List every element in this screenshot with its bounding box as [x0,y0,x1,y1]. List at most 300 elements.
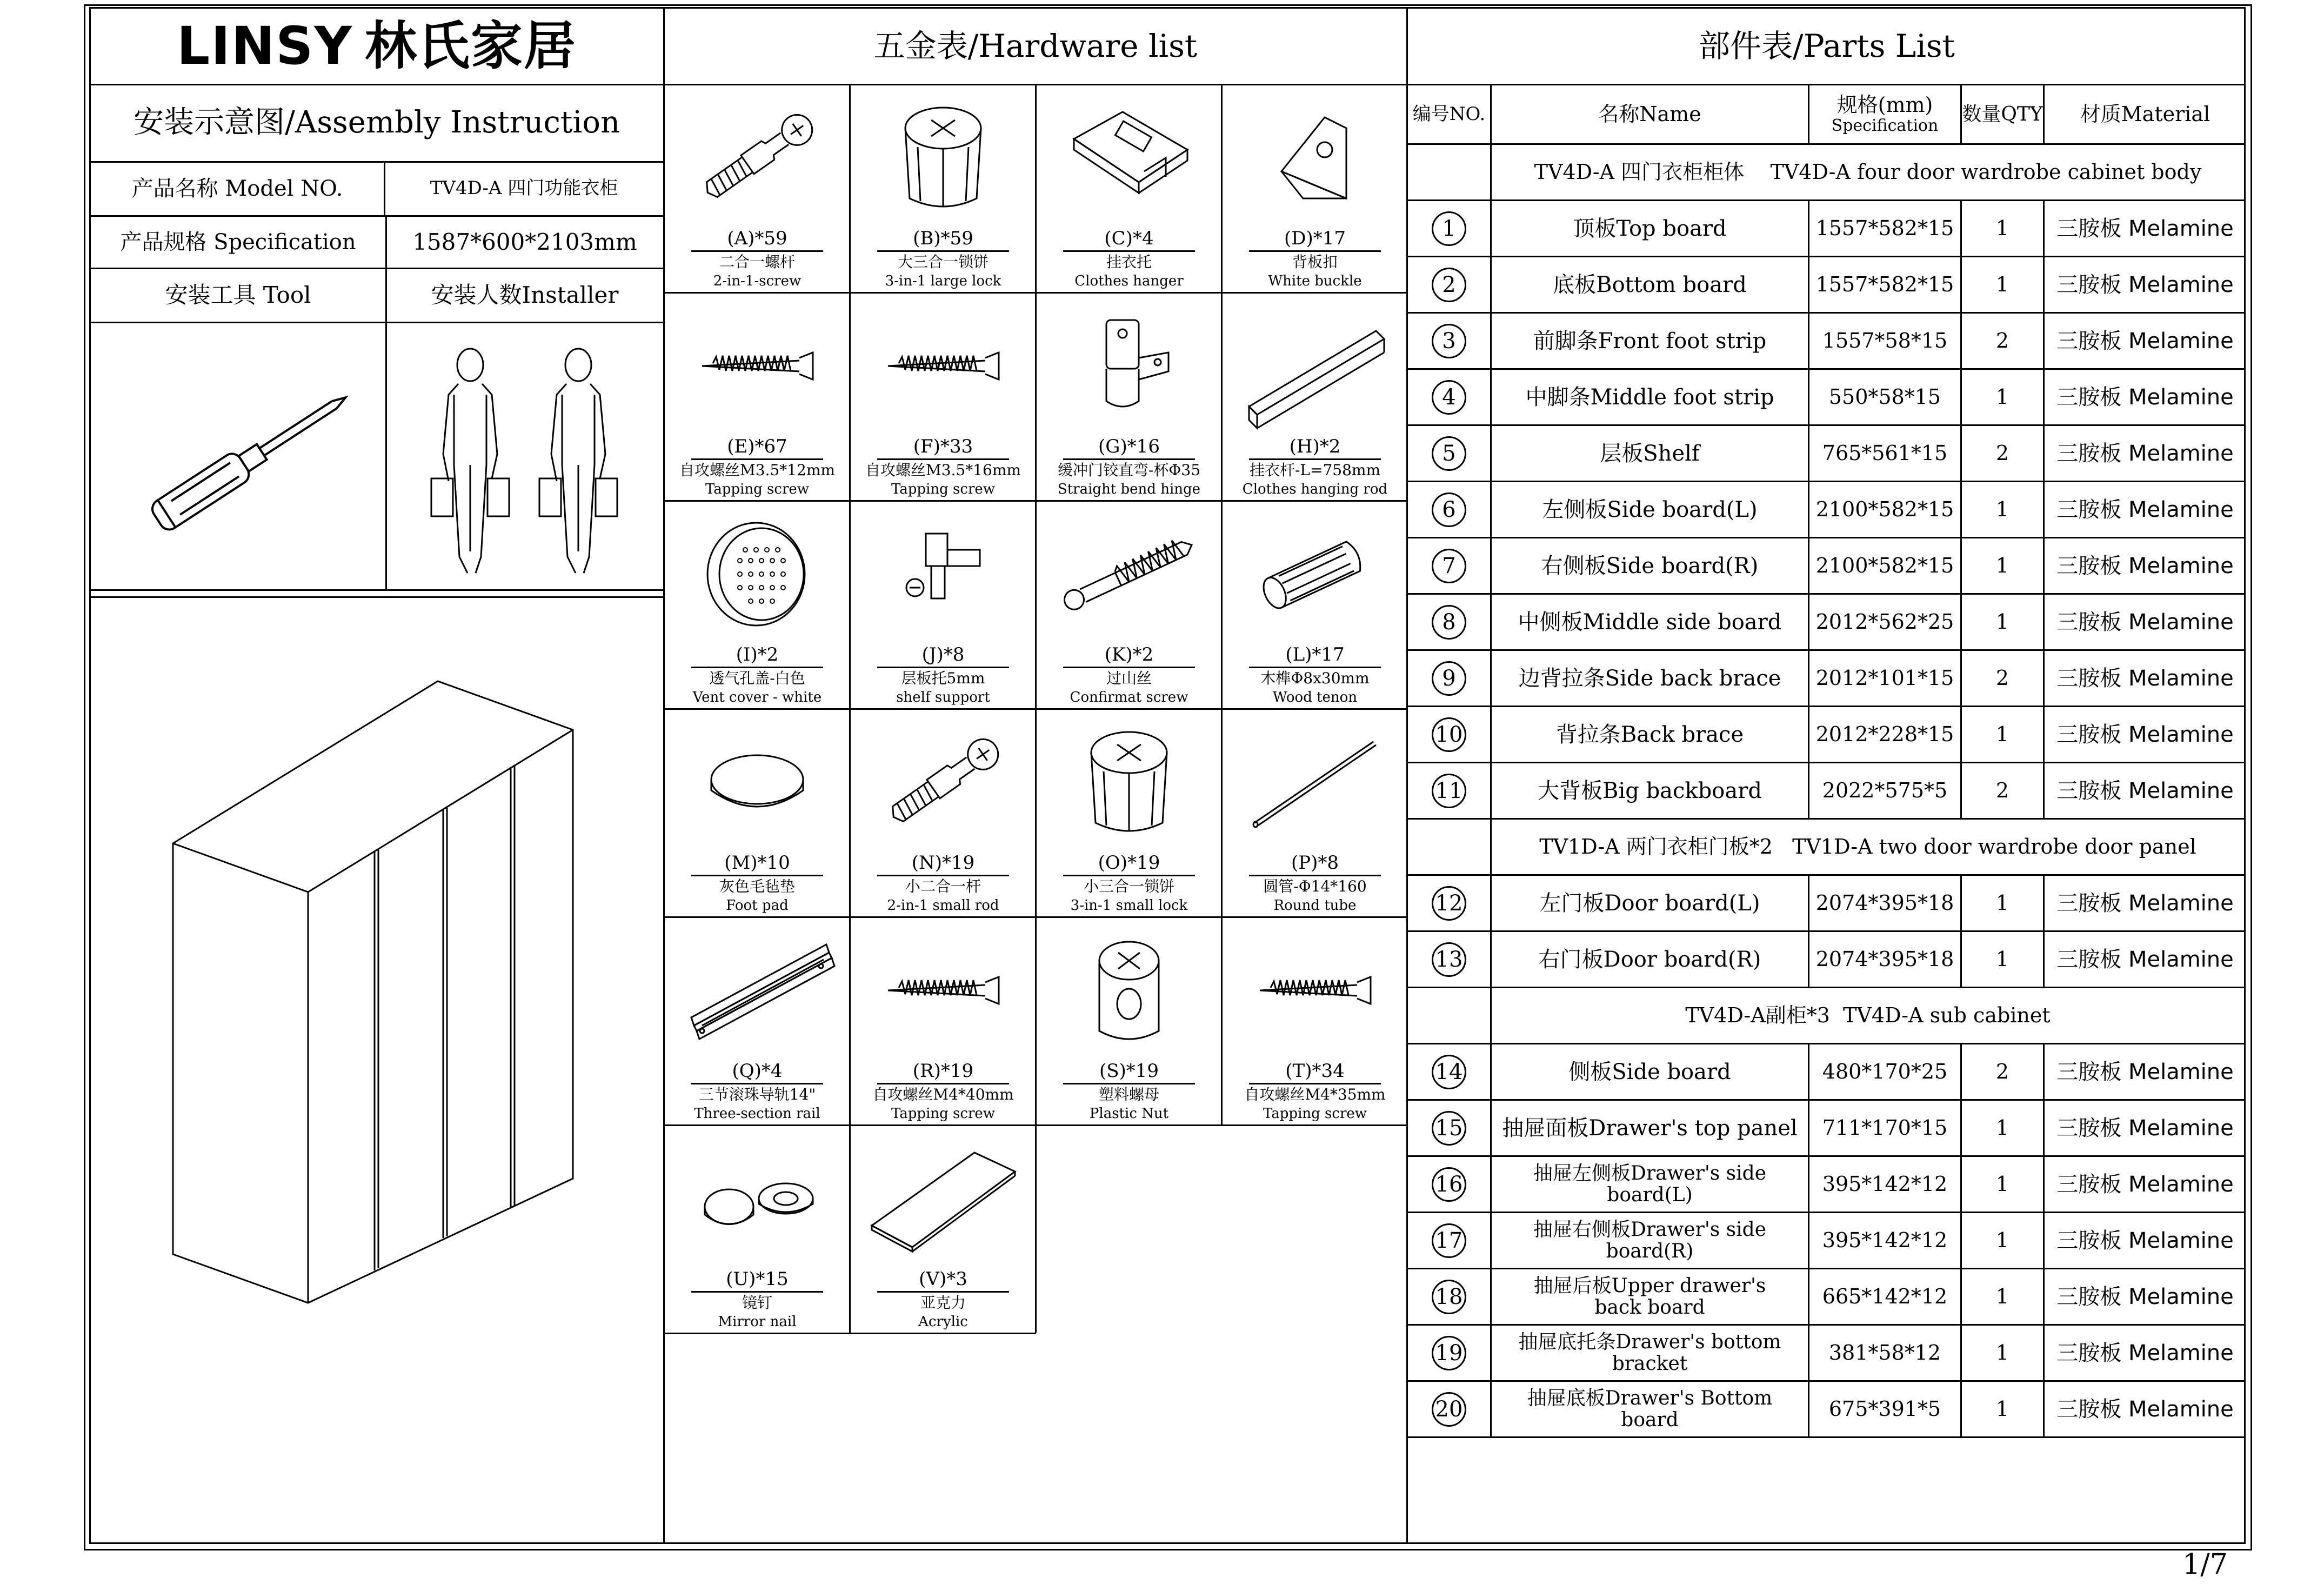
screw-icon [850,298,1036,434]
hardware-underline [1249,458,1381,460]
part-spec: 2100*582*15 [1815,553,1954,577]
part-number-circle: 4 [1432,380,1466,415]
part-qty: 2 [1995,665,2009,690]
hardware-name-zh: 三节滚珠导轨14" [698,1086,816,1103]
part-name: 顶板Top board [1573,216,1727,241]
part-material [2045,1101,2246,1155]
hardware-item [1222,917,1408,1125]
hardware-code: (G)*16 [1098,436,1160,457]
part-spec: 2074*395*18 [1815,890,1954,915]
hardware-underline [1063,875,1195,876]
cam-lock-icon [850,90,1036,225]
hardware-name-zh: 自攻螺丝M4*35mm [1244,1086,1386,1103]
hardware-underline [877,250,1009,252]
hardware-item [850,85,1036,292]
part-number [1408,538,1490,593]
screw-icon [850,923,1036,1058]
part-qty: 1 [1995,553,2009,577]
hardware-underline [691,1291,823,1293]
cam-bolt-icon [664,90,850,225]
hardware-underline [1063,1083,1195,1084]
hardware-name-en: Tapping screw [705,481,810,497]
hardware-code: (K)*2 [1104,644,1154,665]
header-spec [1809,85,1960,143]
hardware-code: (R)*19 [912,1060,974,1082]
part-spec: 765*561*15 [1822,441,1948,465]
material-en: Melamine [2128,384,2234,410]
part-name: 前脚条Front foot strip [1533,328,1767,354]
header-spec-en: Specification [1831,116,1939,135]
part-material [2045,1044,2246,1099]
hardware-underline [877,1291,1009,1293]
part-name: 层板Shelf [1600,441,1700,466]
material-en: Melamine [2128,1284,2234,1309]
hardware-name-en: 2-in-1 small rod [887,897,999,914]
part-material [2045,538,2246,593]
plastic-nut-icon [1036,923,1222,1058]
material-zh: 三胺板 [2056,665,2122,691]
part-spec: 1557*582*15 [1815,272,1954,296]
part-spec: 395*142*12 [1822,1172,1948,1196]
model-label: 产品名称 Model NO. [131,176,343,201]
hardware-title: 五金表/Hardware list [873,28,1198,65]
hardware-underline [691,250,823,252]
header-material: 材质Material [2080,102,2211,126]
hardware-name-zh: 缓冲门铰直弯-杯Φ35 [1057,461,1201,479]
hardware-code: (U)*15 [726,1268,789,1290]
part-qty: 1 [1995,272,2009,296]
material-zh: 三胺板 [2056,890,2122,916]
hardware-name-en: Confirmat screw [1070,689,1188,706]
hardware-name-zh: 灰色毛毡垫 [719,877,795,895]
material-zh: 三胺板 [2056,1059,2122,1084]
hardware-code: (O)*19 [1098,852,1160,874]
round-tube-icon [1222,715,1408,850]
hardware-item [850,501,1036,709]
part-spec: 2100*582*15 [1815,497,1954,521]
drawer-rail-icon [664,923,850,1058]
hardware-underline [1063,667,1195,668]
material-zh: 三胺板 [2056,1115,2122,1141]
hardware-code: (L)*17 [1285,644,1345,665]
hardware-name-zh: 镜钉 [742,1294,772,1312]
part-number-circle: 3 [1432,324,1466,358]
hardware-code: (E)*67 [727,436,787,457]
part-spec: 1557*582*15 [1815,216,1954,240]
part-number-circle: 13 [1432,942,1466,977]
part-number [1408,1382,1490,1436]
part-number-circle: 17 [1432,1223,1466,1258]
info-line-4 [89,322,664,323]
hardware-name-zh: 层板托5mm [901,669,985,687]
part-spec: 2074*395*18 [1815,947,1954,971]
hardware-code: (N)*19 [911,852,975,874]
hardware-underline [1249,250,1381,252]
material-zh: 三胺板 [2056,1228,2122,1253]
brand-en: LINSY [177,16,353,77]
hardware-name-zh: 挂衣托 [1106,253,1152,271]
hardware-name-zh: 木榫Φ8x30mm [1260,669,1370,687]
hardware-item [1222,709,1408,917]
part-name: 中侧板Middle side board [1518,609,1782,635]
material-en: Melamine [2128,1340,2234,1366]
part-qty: 1 [1995,722,2009,746]
wardrobe-illustration-icon [162,670,595,1308]
hardware-name-en: Tapping screw [891,481,996,497]
part-number [1408,1269,1490,1324]
hardware-name-en: Clothes hanger [1074,273,1184,289]
assembly-title: 安装示意图/Assembly Instruction [133,105,620,141]
part-number [1408,426,1490,481]
dowel-icon [1222,507,1408,642]
part-number-circle: 20 [1432,1392,1466,1427]
material-zh: 三胺板 [2056,1172,2122,1197]
part-material [2045,314,2246,368]
hardware-code: (Q)*4 [732,1060,783,1082]
parts-row-line [1406,1436,2246,1438]
part-spec: 2022*575*5 [1822,778,1948,802]
header-spec-zh: 规格(mm) [1837,93,1933,117]
material-en: Melamine [2128,272,2234,297]
part-qty: 2 [1995,441,2009,465]
hardware-item [1036,917,1222,1125]
part-name: 大背板Big backboard [1538,778,1762,803]
hardware-name-zh: 自攻螺丝M4*40mm [872,1086,1014,1103]
material-en: Melamine [2128,553,2234,578]
part-number [1408,763,1490,818]
tool-label: 安装工具 Tool [165,281,311,308]
hardware-underline [877,667,1009,668]
part-qty: 2 [1995,1059,2009,1083]
hardware-item [850,293,1036,501]
hardware-underline [691,1083,823,1084]
material-en: Melamine [2128,328,2234,354]
part-material [2045,1382,2246,1436]
hardware-underline [877,458,1009,460]
part-material [2045,932,2246,987]
part-spec: 395*142*12 [1822,1228,1948,1252]
shelf-support-icon [850,507,1036,642]
hardware-name-zh: 亚克力 [920,1294,966,1312]
material-zh: 三胺板 [2056,1396,2122,1422]
part-spec: 381*58*12 [1828,1340,1941,1365]
hardware-name-en: 2-in-1-screw [713,273,802,289]
hardware-name-en: 3-in-1 small lock [1070,897,1188,914]
parts-section-title: TV4D-A副柜*3 TV4D-A sub cabinet [1685,1003,2051,1027]
info-line-5 [89,589,664,591]
part-number [1408,651,1490,706]
hardware-name-en: Clothes hanging rod [1242,481,1388,497]
part-number [1408,482,1490,537]
part-name: 抽屉底板Drawer's Bottom board [1527,1387,1773,1431]
part-name: 边背拉条Side back brace [1518,665,1781,691]
part-spec: 675*391*5 [1828,1396,1941,1421]
part-name: 背拉条Back brace [1555,722,1744,747]
part-qty: 1 [1995,216,2009,240]
hardware-underline [1063,458,1195,460]
material-en: Melamine [2128,497,2234,522]
installer-figures-icon [416,341,643,584]
material-en: Melamine [2128,722,2234,747]
part-spec: 2012*228*15 [1815,722,1954,746]
hardware-name-zh: 小二合一杆 [905,877,981,895]
material-zh: 三胺板 [2056,1284,2122,1309]
hardware-underline [691,875,823,876]
part-number [1408,707,1490,762]
parts-title: 部件表/Parts List [1699,28,1955,65]
part-qty: 1 [1995,384,2009,409]
hardware-name-en: Wood tenon [1272,689,1358,706]
part-number-circle: 6 [1432,492,1466,527]
part-number [1408,1326,1490,1380]
hardware-item [1036,709,1222,917]
part-name: 抽屉左侧板Drawer's side board(L) [1533,1162,1767,1206]
hardware-code: (I)*2 [736,644,779,665]
material-zh: 三胺板 [2056,947,2122,972]
hardware-name-zh: 大三合一锁饼 [897,253,989,271]
part-qty: 1 [1995,890,2009,915]
cam-bolt-icon [850,715,1036,850]
part-number-circle: 9 [1432,661,1466,696]
material-en: Melamine [2128,1115,2234,1141]
part-spec: 1557*58*15 [1822,328,1948,352]
acrylic-plate-icon [850,1131,1036,1266]
part-number-circle: 1 [1432,211,1466,246]
part-number-circle: 2 [1432,268,1466,302]
part-number-circle: 15 [1432,1111,1466,1146]
part-material [2045,707,2246,762]
hardware-name-en: Three-section rail [694,1106,820,1122]
material-en: Melamine [2128,1396,2234,1422]
hardware-code: (A)*59 [727,228,787,249]
parts-section-title: TV1D-A 两门衣柜门板*2 TV1D-A two door wardrobe door panel [1539,834,2196,858]
hardware-underline [1249,875,1381,876]
hardware-name-en: Tapping screw [1263,1106,1367,1122]
part-qty: 1 [1995,1340,2009,1365]
part-material [2045,876,2246,930]
hardware-name-en: White buckle [1268,273,1362,289]
hardware-item [1036,85,1222,292]
material-zh: 三胺板 [2056,609,2122,635]
part-spec: 711*170*15 [1822,1115,1948,1140]
hardware-underline [691,458,823,460]
hardware-name-en: Straight bend hinge [1057,481,1201,497]
hardware-item [1222,85,1408,292]
brand-zh: 林氏家居 [364,16,577,77]
part-spec: 480*170*25 [1822,1059,1948,1083]
part-number-circle: 12 [1432,886,1466,921]
hardware-item [1036,293,1222,501]
part-number-circle: 18 [1432,1280,1466,1314]
hardware-name-en: Vent cover - white [692,689,822,706]
part-material [2045,651,2246,706]
material-en: Melamine [2128,609,2234,635]
hardware-name-zh: 小三合一锁饼 [1083,877,1174,895]
hardware-item [664,1126,850,1333]
hardware-name-zh: 挂衣杆-L=758mm [1249,461,1381,479]
part-spec: 2012*101*15 [1815,665,1954,690]
hardware-underline [691,667,823,668]
part-number-circle: 7 [1432,549,1466,583]
material-en: Melamine [2128,1172,2234,1197]
header-qty: 数量QTY [1962,103,2043,125]
hardware-underline [877,1083,1009,1084]
material-en: Melamine [2128,778,2234,803]
hardware-code: (P)*8 [1291,852,1339,874]
part-name: 左门板Door board(L) [1539,890,1760,916]
hardware-name-zh: 二合一螺杆 [719,253,795,271]
hardware-name-zh: 透气孔盖-白色 [709,669,805,687]
screw-icon [1222,923,1408,1058]
spec-label: 产品规格 Specification [120,230,356,255]
hardware-item [664,501,850,709]
part-material [2045,1213,2246,1268]
hardware-item [664,293,850,501]
parts-section-title: TV4D-A 四门衣柜柜体 TV4D-A four door wardrobe cabinet body [1534,159,2202,184]
part-number-circle: 16 [1432,1167,1466,1202]
part-number [1408,201,1490,256]
header-name: 名称Name [1598,102,1701,126]
material-en: Melamine [2128,216,2234,241]
material-zh: 三胺板 [2056,328,2122,354]
part-qty: 1 [1995,1115,2009,1140]
hardware-name-zh: 圆管-Φ14*160 [1263,877,1367,895]
part-material [2045,1157,2246,1212]
part-qty: 2 [1995,328,2009,352]
part-number [1408,370,1490,424]
hardware-item [850,917,1036,1125]
part-name: 右侧板Side board(R) [1541,553,1759,578]
material-en: Melamine [2128,947,2234,972]
hardware-code: (J)*8 [921,644,965,665]
material-en: Melamine [2128,441,2234,466]
part-name: 底板Bottom board [1553,272,1747,297]
part-name: 侧板Side board [1568,1059,1731,1084]
mirror-nail-icon [664,1131,850,1266]
part-qty: 1 [1995,1172,2009,1196]
part-number [1408,1157,1490,1212]
part-name: 抽屉底托条Drawer's bottom bracket [1518,1330,1781,1375]
hardware-name-zh: 塑料螺母 [1098,1086,1159,1103]
spec-value: 1587*600*2103mm [412,228,637,255]
part-name: 抽屉后板Upper drawer's back board [1533,1274,1766,1319]
part-spec: 2012*562*25 [1815,609,1954,634]
part-number [1408,1213,1490,1268]
part-number-circle: 19 [1432,1336,1466,1370]
hardware-name-en: Plastic Nut [1089,1106,1169,1122]
part-material [2045,370,2246,424]
hardware-name-zh: 背板扣 [1292,253,1338,271]
hardware-name-en: Mirror nail [718,1314,797,1330]
material-en: Melamine [2128,1059,2234,1084]
part-number-circle: 5 [1432,436,1466,471]
model-value: TV4D-A 四门功能衣柜 [430,177,618,199]
hardware-name-zh: 自攻螺丝M3.5*12mm [679,461,835,479]
hardware-name-zh: 过山丝 [1106,669,1152,687]
hardware-item [664,917,850,1125]
material-zh: 三胺板 [2056,441,2122,466]
info-line-6 [89,596,664,598]
hardware-underline [1249,667,1381,668]
material-en: Melamine [2128,1228,2234,1253]
part-number [1408,932,1490,987]
part-qty: 1 [1995,1228,2009,1252]
vent-cover-icon [664,507,850,642]
hardware-underline [1249,1083,1381,1084]
part-number [1408,257,1490,312]
cam-lock-icon [1036,715,1222,850]
hardware-code: (S)*19 [1099,1060,1159,1082]
hardware-name-en: 3-in-1 large lock [885,273,1001,289]
material-zh: 三胺板 [2056,553,2122,578]
hardware-code: (C)*4 [1104,228,1154,249]
hardware-item [1222,293,1408,501]
material-zh: 三胺板 [2056,778,2122,803]
part-name: 抽屉右侧板Drawer's side board(R) [1533,1218,1767,1262]
part-spec: 665*142*12 [1822,1284,1948,1308]
hardware-code: (V)*3 [919,1268,967,1290]
hardware-code: (H)*2 [1289,436,1341,457]
part-number [1408,1044,1490,1099]
part-material [2045,1326,2246,1380]
hanging-rod-icon [1222,298,1408,434]
hardware-code: (D)*17 [1284,228,1346,249]
material-zh: 三胺板 [2056,384,2122,410]
hardware-item [850,1126,1036,1333]
confirmat-screw-icon [1036,507,1222,642]
part-name: 左侧板Side board(L) [1542,497,1758,522]
hardware-name-en: Tapping screw [891,1106,996,1122]
part-material [2045,595,2246,649]
hardware-item [1036,501,1222,709]
part-qty: 2 [1995,778,2009,802]
brand-logo [91,10,663,83]
material-zh: 三胺板 [2056,722,2122,747]
part-number-circle: 11 [1432,774,1466,808]
hardware-item [664,709,850,917]
hardware-item [850,709,1036,917]
material-zh: 三胺板 [2056,216,2122,241]
screw-icon [664,298,850,434]
part-qty: 1 [1995,1396,2009,1421]
part-qty: 1 [1995,609,2009,634]
part-material [2045,1269,2246,1324]
part-name: 中脚条Middle foot strip [1525,384,1774,410]
part-number [1408,1101,1490,1155]
part-spec: 550*58*15 [1828,384,1941,409]
page-number: 1/7 [2182,1548,2228,1581]
part-number [1408,595,1490,649]
part-number [1408,876,1490,930]
rail-support-icon [1036,90,1222,225]
part-material [2045,426,2246,481]
part-number-circle: 10 [1432,717,1466,752]
hardware-name-en: Foot pad [726,897,789,914]
part-name: 右门板Door board(R) [1538,947,1761,972]
part-material [2045,257,2246,312]
material-en: Melamine [2128,665,2234,691]
hardware-name-en: Round tube [1273,897,1357,914]
hardware-item [1222,501,1408,709]
part-number [1408,314,1490,368]
material-zh: 三胺板 [2056,497,2122,522]
material-zh: 三胺板 [2056,1340,2122,1366]
hardware-code: (F)*33 [913,436,973,457]
part-name: 抽屉面板Drawer's top panel [1502,1115,1798,1141]
hardware-code: (T)*34 [1285,1060,1345,1082]
hardware-name-en: Acrylic [918,1314,968,1330]
part-material [2045,482,2246,537]
